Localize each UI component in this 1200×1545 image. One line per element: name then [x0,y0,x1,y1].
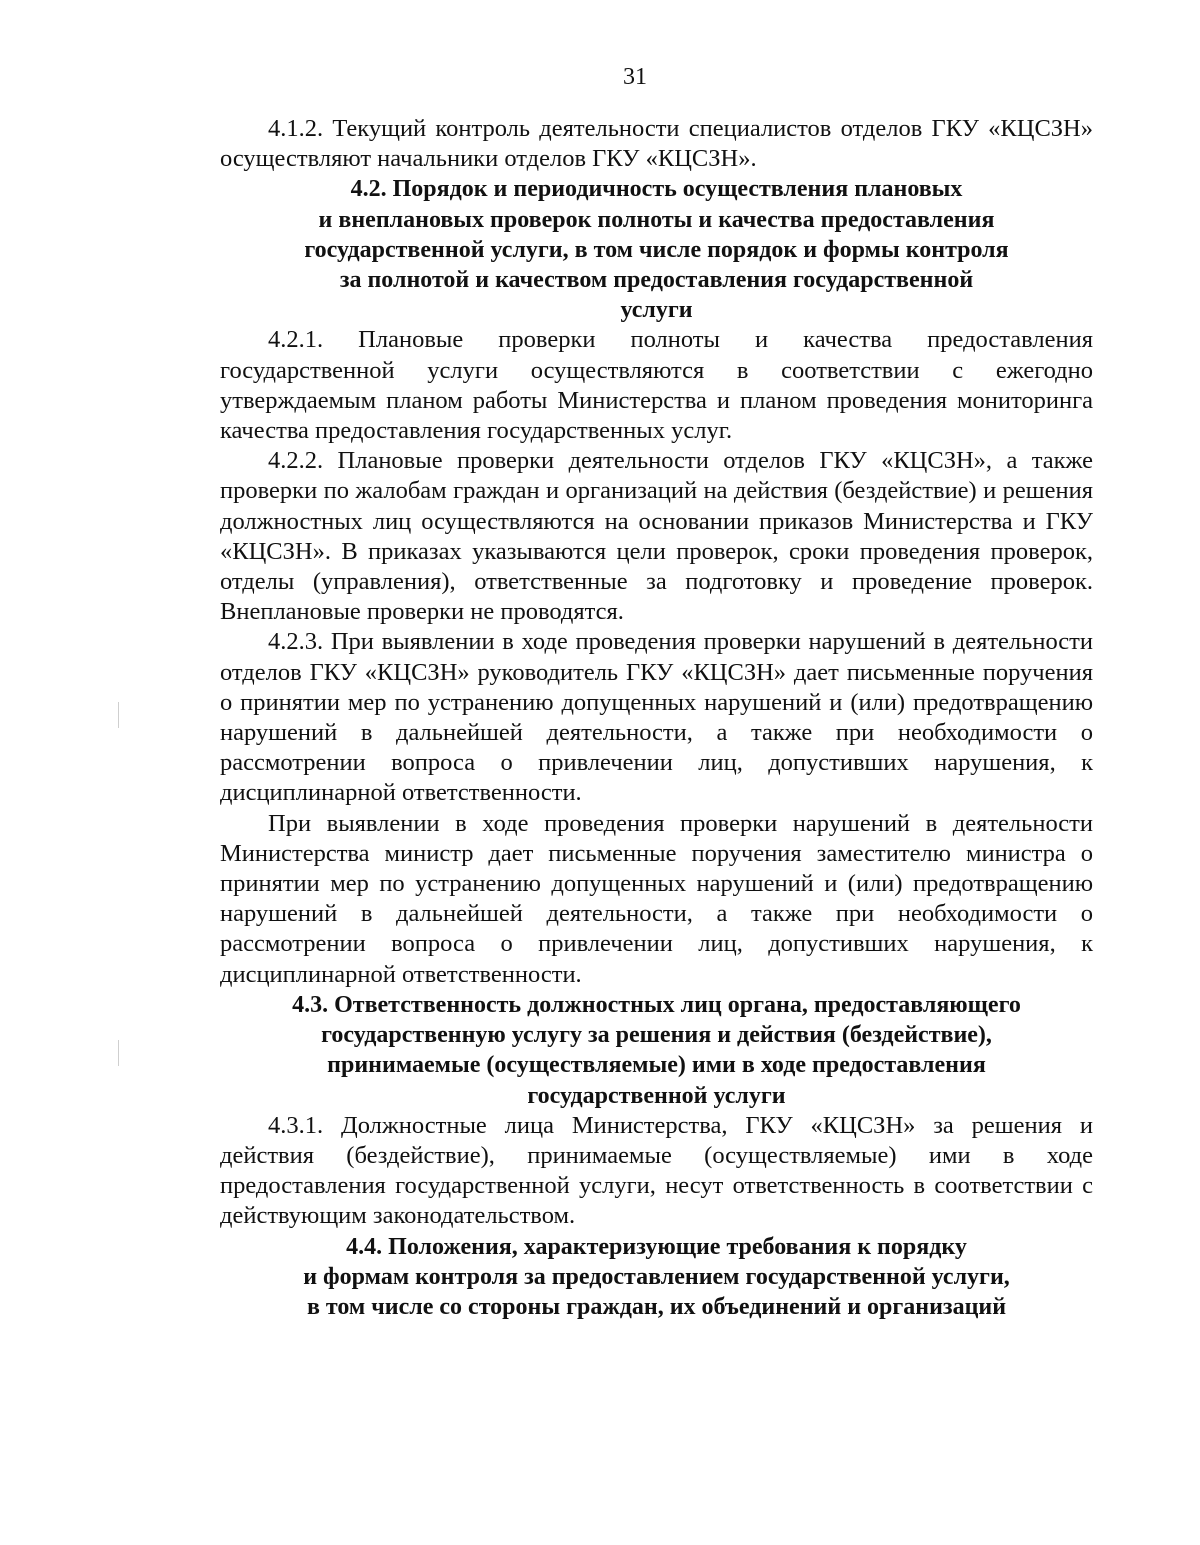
heading-4-2-line: 4.2. Порядок и периодичность осуществления плановых [350,176,963,203]
paragraph-4-2-2: 4.2.2. Плановые проверки деятельности отделов ГКУ «КЦСЗН», а также проверки по жалобам граждан и организаций на действия (бездействие) и решения должностных лиц осуществляются на основании приказов Министерства и ГКУ «КЦСЗН». В приказах указываются цели проверок, сроки проведения проверок, отделы (управления), ответственные за подготовку и проведение проверок. Внеплановые проверки не проводятся. [220,447,1093,626]
heading-4-3-line: 4.3. Ответственность должностных лиц органа, предоставляющего [292,991,1021,1018]
heading-4-3-line: государственной услуги [527,1082,786,1109]
heading-4-4-line: и формам контроля за предоставлением государственной услуги, [303,1263,1010,1290]
paragraph-4-3-1: 4.3.1. Должностные лица Министерства, ГКУ «КЦСЗН» за решения и действия (бездействие), принимаемые (осуществляемые) ими в ходе предоставления государственной услуги, несут ответственность в соответствии с действующим законодательством. [220,1111,1093,1230]
heading-4-4 [220,1232,1093,1323]
heading-4-2-line: государственной услуги, в том числе порядок и формы контроля [304,236,1009,263]
paragraph-4-1-2: 4.1.2. Текущий контроль деятельности специалистов отделов ГКУ «КЦСЗН» осуществляют начальники отделов ГКУ «КЦСЗН». [220,115,1093,173]
heading-4-4-line: 4.4. Положения, характеризующие требования к порядку [346,1233,967,1260]
heading-4-4-line: в том числе со стороны граждан, их объединений и организаций [306,1293,1007,1320]
page-number: 31 [623,64,647,90]
paragraph-4-2-1: 4.2.1. Плановые проверки полноты и качества предоставления государственной услуги осуществляются в соответствии с ежегодно утверждаемым планом работы Министерства и планом проведения мониторинга качества предоставления государственных услуг. [220,326,1093,445]
paragraph-4-2-3: 4.2.3. При выявлении в ходе проведения проверки нарушений в деятельности отделов ГКУ «КЦСЗН» руководитель ГКУ «КЦСЗН» дает письменные поручения о принятии мер по устранению допущенных нарушений и (или) предотвращению нарушений в дальнейшей деятельности, а также при необходимости о рассмотрении вопроса о привлечении лиц, допустивших нарушения, к дисциплинарной ответственности. [220,628,1093,807]
heading-4-2 [220,174,1093,325]
document-body [220,114,1093,1322]
heading-4-3-line: принимаемые (осуществляемые) ими в ходе предоставления [327,1052,986,1079]
heading-4-2-line: услуги [620,297,693,324]
paragraph-4-2-3-continued: При выявлении в ходе проведения проверки нарушений в деятельности Министерства министр дает письменные поручения заместителю министра о принятии мер по устранению допущенных нарушений и (или) предотвращению нарушений в дальнейшей деятельности, а также при необходимости о рассмотрении вопроса о привлечении лиц, допустивших нарушения, к дисциплинарной ответственности. [220,809,1093,988]
heading-4-2-line: и внеплановых проверок полноты и качества предоставления [318,206,995,233]
scan-artifact-mark [118,1040,119,1066]
heading-4-2-line: за полнотой и качеством предоставления государственной [339,267,974,294]
scan-artifact-mark [118,702,119,728]
heading-4-3-line: государственную услугу за решения и действия (бездействие), [321,1022,992,1049]
heading-4-3 [220,990,1093,1111]
